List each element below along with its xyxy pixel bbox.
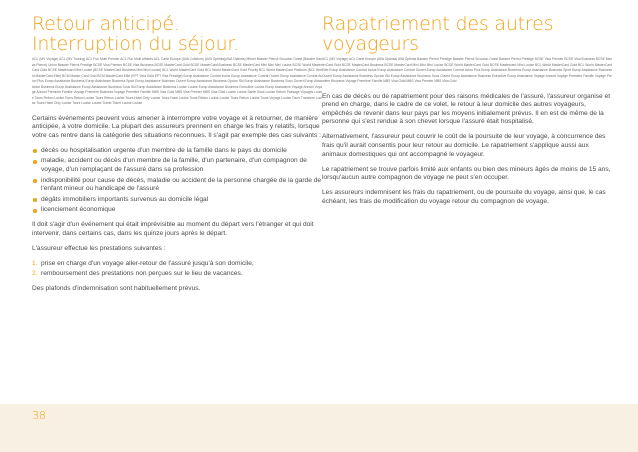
left-body [32,115,322,294]
list-item: 1. prise en charge d'un voyage aller-retour de l'assuré jusqu'à son domicile, [32,259,254,267]
paragraph: Les assureurs indemnisent les frais du rapatriement, ou de poursuite du voyage, ainsi que, le cas échéant, les frais de modification du voyage retour du compagnon de voyage. [322,189,606,205]
list-item: maladie, accident ou décès d'un membre de la famille, d'un partenaire, d'un compagnon de voyage, d'un remplaçant de l'assuré dans sa profession [32,157,322,174]
reasons-list [32,147,322,215]
bullet-dot-icon [33,198,37,202]
list-item: dégâts immobiliers importants survenus au domicile légal [32,196,322,205]
fine-print-product-list: ACL (MV Voyage) ACL Carte Europe (AVA Optimia) AVA Optimia Bassier Pierrot Prestige Bassier Pierrot Scoudon Ouest Bassier Pierrot Prestige BCSE Visa Premier BCSE Visa Business BCSE MasterCard Gold BCSE MasterCard Business BCSE MasterCard Mini Mini Mini Louise BCSE World MasterCard Gold BCSE Mastercard Mini Louise BCL World MasterCard Gold BCL World MasterCard Elite Europ Assistance Contrat Inclus Europ Assistance Contrat Ouvert Europ Assistance Contrat Avion Plus Europ Assistance Business Europ Assistance Business Sport Europ Assistance Business Ouvert Europ Assistance Business Opcion Ski Europ Assistance Business Sous Ouvert Europ Assistance Business Executive Europ Assistance Voyage Annuel Voyage Première Famille Voyage Première Business Voyage Première Famille MBS Visa Gold MBS Visa Premier MBS Visa Gold [322,57,612,83]
right-column [322,14,612,213]
paragraph: Le rapatriement se trouve parfois limité aux enfants ou bien des mineurs âgés de moins de 15 ans, lorsqu'aucun autre compagnon de voyage ne peut s'en occuper. [322,165,611,182]
left-column [32,14,322,300]
section-title-retour-anticipe: Retour anticipé. Interruption du séjour. [32,13,240,55]
bullet-dot-icon [33,179,37,183]
footer-band [0,404,638,452]
bullet-dot-icon [33,160,37,164]
paragraph: Alternativement, l'assureur peut couvrir le coût de la poursuite de leur voyage, à concurrence des frais qu'il aurait consentis pour leur retour au domicile. Le rapatriement s'applique aussi aux animaux domestiques qui ont accompagné le voyageur. [322,133,606,158]
list-item: décès ou hospitalisation urgente d'un membre de la famille dans le pays du domicile [32,147,322,156]
paragraph: En cas de décès ou de rapatriement pour des raisons médicales de l'assuré, l'assureur organise et prend en charge, dans le cadre de ce volet, le retour à leur domicile des autres voyageurs, empêchés de revenir dans leur pays par les moyens initialement prévus. Il en est de même de la personne qui s'est rendue à son chevet lorsque l'assuré était hospitalisé. [322,92,611,126]
list-item: licenciement économique [32,206,322,215]
condition-paragraph: Il doit s'agir d'un événement qui était imprévisible au moment du départ vers l'étranger et qui doit intervenir, dans certains cas, dans les quinze jours après le départ. [32,220,314,237]
intro-paragraph: Certains événements peuvent vous amener à interrompre votre voyage et à retourner, de manière anticipée, à votre domicile. La plupart des assureurs prennent en charge les frais y relatifs, lorsque votre cas rentre dans la catégorie des situations reconnues. Il s'agit par exemple des cas suivants : [32,114,321,139]
ceilings-paragraph: Des plafonds d'indemnisation sont habituellement prévus. [32,284,201,292]
benefits-intro: L'assureur effectue les prestations suivantes : [32,244,166,252]
bullet-dot-icon [33,149,37,153]
benefits-list [32,260,322,279]
list-item: indisponibilité pour cause de décès, maladie ou accident de la personne chargée de la garde de l'enfant mineur ou handicapé de l'assuré [32,177,322,194]
page-number: 38 [32,409,46,422]
section-title-rapatriement: Rapatriement des autres voyageurs [322,13,554,55]
bullet-dot-icon [33,209,37,213]
right-body [322,93,612,207]
list-item: 2. remboursement des prestations non perçues sur le lieu de vacances. [32,270,243,278]
fine-print-product-list: ACL (MV Voyage) ACL (MV Touring) ACL Fun Multi Premier ACL Fun Multi Affaires ACL Carte Europe (AVA Cofidium) (AVA Optimia)(AVA Optimia) Mbnet Bassier Pierrot Scoudon Ouest (Bassier Sanas Pierrot) Union Bassier Pierrot Prestige BCSE Visa Premier BCSE Visa Business BCSE MasterCard Gold BCSE MasterCard Business BCSE MasterCard Mini Mini Mini Louise BCSE World MasterCard Gold BCSE Mastercard Mini Louise (BCSE MasterCard Business Mini Mini Louise) BCL World MasterCard Gold BCL World MasterCard Gold Priority BCL World MasterCard Platinum (BCL World MasterCard Elite) BCM Master Card Gold BCM MasterCard Elite (EPT Visa Gold EPT Visa Prestige) Europ Assistance Contrat Inclus Europ Assistance Contrat Ouvert Europ Assistance Contrat Avion Plus Europ Assistance Business Europ Assistance Business Sport Europ Assistance Business Ouvert Europ Assistance Business Opcion Ski Europ Assistance Business Sous Ouvert Europ Assistance Business Europ Assistance Europ Assistance Business Sous Ski Europ Assistance Business Louise Louise Europ Assistance Business Executive Louise Europ Assistance Voyage Annuel Voyage Annuel Première Famille Voyage Première Business Voyage Première Famille MBS Visa Gold MBS Visa Premier MBS Visa Gold Louise Louise Sante Sous Louise Rebon Passage Voyages Louise Tours Rebon Louise Tours Rebon Louise Tours Rebon Louise Tours Hotel Only Louise Tours Hotel Louise Tours Rebon Louise Louise Tours Rebon Louise Tours Voyage Louise Tours Transfere Louise Tours Hotel Only Louise Tours Louise Louise Travel Ticket Louise Louise [32,57,322,105]
